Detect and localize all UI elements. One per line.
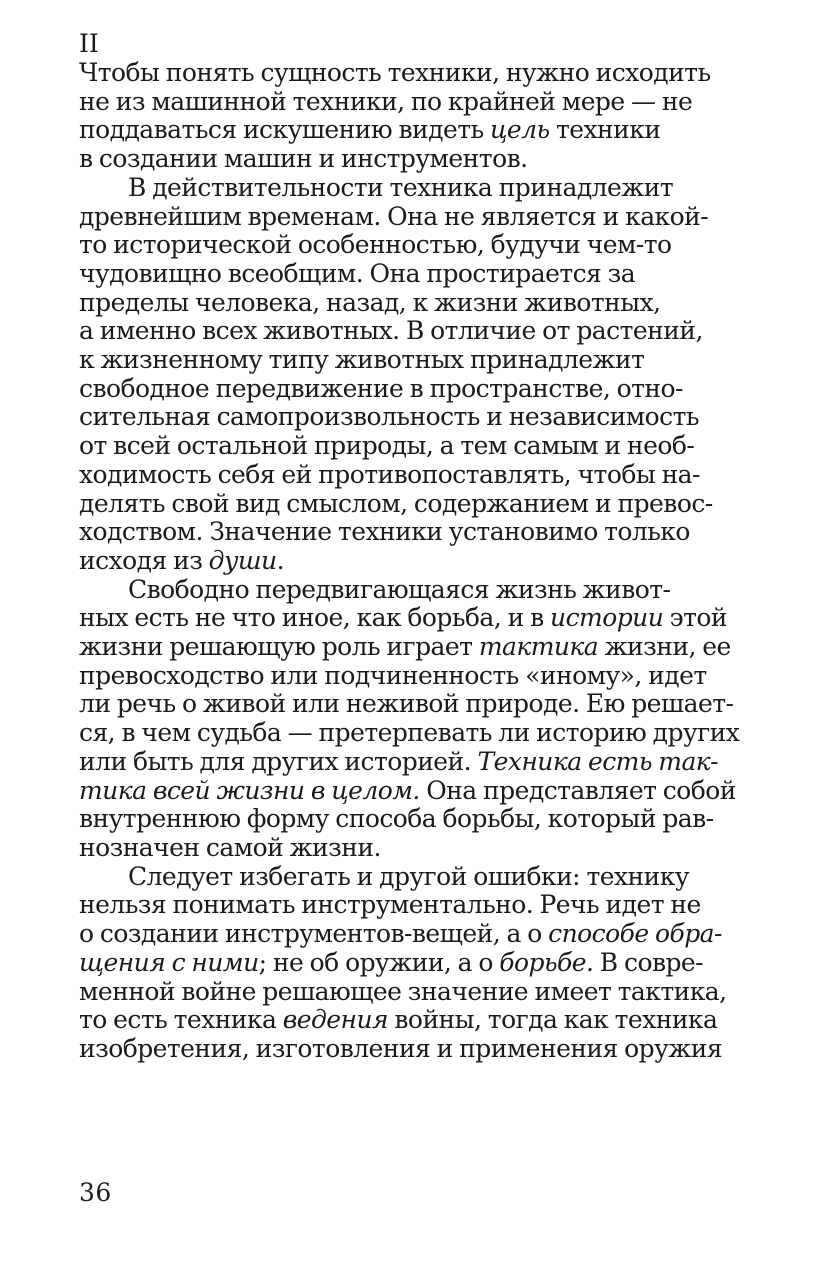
text-line <box>79 375 699 404</box>
text-line <box>79 231 699 260</box>
text-line <box>79 746 719 777</box>
text-line <box>79 891 699 920</box>
text-line <box>79 804 714 834</box>
paragraph <box>79 58 711 174</box>
text-line <box>79 718 740 748</box>
text-segment: ных есть не что иное, как борьба, и в <box>79 603 551 633</box>
text-segment: не из машинной техники, по крайней мере — не <box>79 86 693 116</box>
text-segment: сительная самопроизвольность и независимость <box>79 402 699 432</box>
text-line <box>79 289 699 318</box>
text-segment: Чтобы понять сущность техники, нужно исходить <box>79 58 711 87</box>
text-segment: изобретения, изготовления и применения оружия <box>79 1033 723 1063</box>
text-line <box>79 863 699 892</box>
text-segment: внутреннюю форму способа борьбы, который рав- <box>79 804 714 834</box>
text-segment: нозначен самой жизни. <box>79 832 381 862</box>
text-line <box>79 88 699 117</box>
text-segment: В совре- <box>593 947 704 977</box>
text-segment: Следует избегать и другой ошибки: технику <box>128 861 689 891</box>
text-segment: свободное передвижение в пространстве, отно- <box>79 373 683 403</box>
text-segment: от всей остальной природы, а тем самым и необ- <box>79 431 695 461</box>
text-segment: Она представляет собой <box>419 775 736 805</box>
text-line <box>79 201 709 232</box>
text-segment: пределы человека, назад, к жизни животных, <box>79 287 661 317</box>
text-line <box>79 1005 718 1035</box>
italic-emphasis: щения с ними <box>79 947 259 977</box>
text-line <box>79 58 711 88</box>
text-line <box>79 403 699 432</box>
italic-emphasis: ведения <box>282 1005 389 1035</box>
main-text <box>79 58 740 1064</box>
paragraph <box>79 574 740 863</box>
italic-emphasis: способе обра- <box>548 919 722 949</box>
italic-emphasis: Техника есть так- <box>477 746 719 776</box>
text-segment: техники <box>549 115 661 145</box>
text-line <box>79 145 699 174</box>
text-line <box>79 116 699 145</box>
text-segment: к жизненному типу животных принадлежит <box>79 345 645 375</box>
text-segment: то есть техника <box>79 1005 283 1035</box>
text-line <box>79 603 727 633</box>
text-line <box>79 660 707 691</box>
text-segment: ходством. Значение техники установимо только <box>79 517 690 547</box>
text-line <box>79 1033 723 1064</box>
text-segment: древнейшим временам. Она не является и какой- <box>79 201 709 231</box>
text-segment: В действительности техника принадлежит <box>128 172 674 202</box>
text-segment: этой <box>663 603 727 633</box>
text-segment: превосходство или подчиненность «иному», идет <box>79 660 707 690</box>
italic-emphasis: тактика <box>478 632 599 662</box>
text-line <box>79 689 734 719</box>
text-line <box>79 976 727 1007</box>
text-segment: в создании машин и инструментов. <box>79 144 528 174</box>
section-number: II <box>79 29 99 58</box>
text-line <box>79 260 699 289</box>
text-line <box>79 461 699 490</box>
text-segment: или быть для других историей. <box>79 746 478 776</box>
text-line <box>79 576 699 605</box>
text-segment: поддаваться искушению видеть <box>79 115 490 145</box>
text-segment: ; не об оружии, а о <box>258 947 500 977</box>
text-segment: войны, тогда как техника <box>388 1005 718 1035</box>
text-segment: жизни, ее <box>598 632 731 662</box>
text-segment: о создании инструментов-вещей, а о <box>79 919 549 949</box>
text-segment: а именно всех животных. В отличие от растений, <box>79 316 703 346</box>
text-segment: делять свой вид смыслом, содержанием и превос- <box>79 488 713 518</box>
page-body <box>79 29 740 1064</box>
text-segment: менной войне решающее значение имеет тактика, <box>79 976 727 1006</box>
text-segment: жизни решающую роль играет <box>79 632 479 662</box>
paragraph <box>79 861 727 1064</box>
italic-emphasis: истории <box>550 603 664 633</box>
text-line <box>79 432 699 461</box>
text-segment: Свободно передвигающаяся жизнь живот- <box>128 574 671 604</box>
text-segment: . <box>276 545 285 575</box>
italic-emphasis: цель <box>489 115 550 145</box>
text-line <box>79 919 722 949</box>
text-line <box>79 547 699 576</box>
text-line <box>79 174 699 203</box>
text-line <box>79 632 731 662</box>
text-line <box>79 346 699 375</box>
text-segment: то исторической особенностью, будучи чем-то <box>79 230 672 260</box>
text-line <box>79 834 699 863</box>
paragraph <box>79 172 713 576</box>
text-segment: ся, в чем судьба — претерпевать ли историю других <box>79 718 740 748</box>
text-segment: ходимость себя ей противопоставлять, чтобы на- <box>79 459 700 489</box>
text-line <box>79 518 699 547</box>
italic-emphasis: борьбе. <box>499 947 594 977</box>
italic-emphasis: тика всей жизни в целом. <box>79 775 420 805</box>
text-segment: чудовищно всеобщим. Она простирается за <box>79 258 636 288</box>
text-line <box>79 316 703 346</box>
text-segment: ли речь о живой или неживой природе. Ею решает- <box>79 689 734 719</box>
page-number: 36 <box>79 1178 112 1207</box>
text-line <box>79 488 713 519</box>
text-line <box>79 947 704 978</box>
text-line <box>79 775 736 806</box>
text-segment: нельзя понимать инструментально. Речь идет не <box>79 890 701 920</box>
italic-emphasis: души <box>208 545 277 575</box>
text-segment: исходя из <box>79 545 209 575</box>
